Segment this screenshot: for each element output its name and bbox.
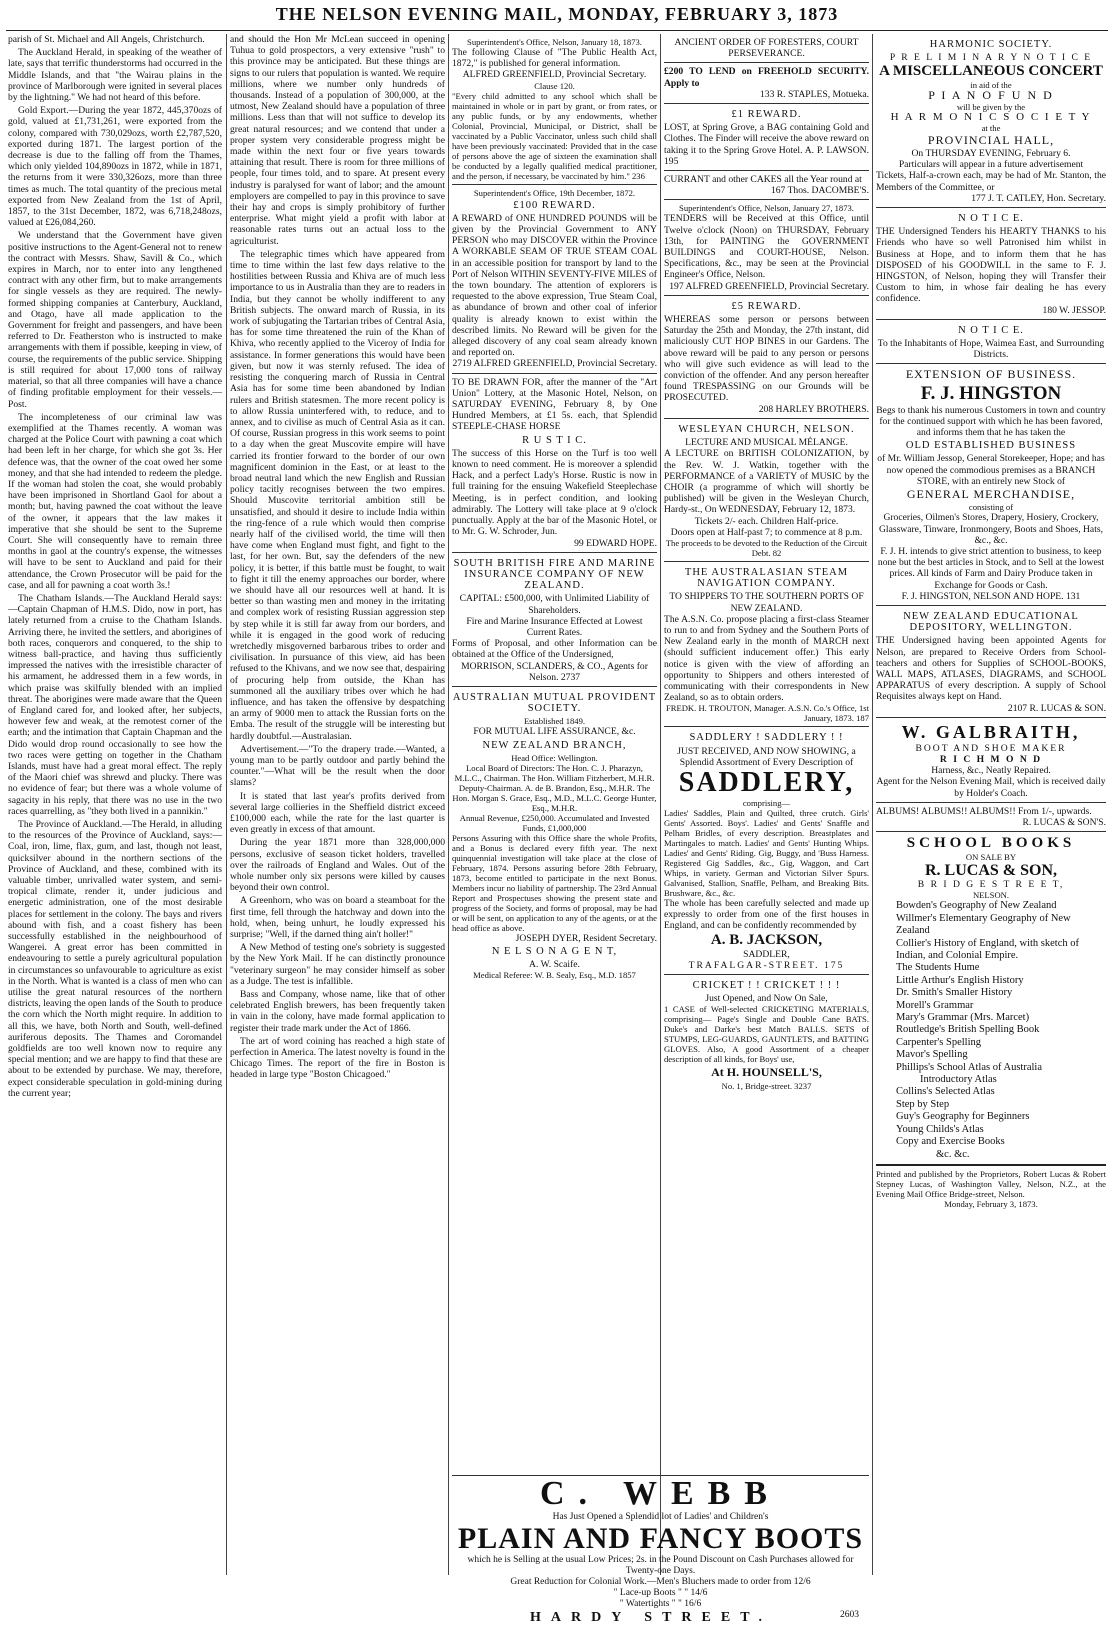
list-item: The Students Hume	[896, 962, 980, 974]
ad-foresters	[664, 34, 869, 62]
ad-display-name: A. B. JACKSON,	[710, 931, 823, 948]
ad-text: The success of this Horse on the Turf is too well known to need comment. He is moreover a splendid Hack, and a perfect Lady's Horse. Rustic is now in full training for the ensuing Wakefield Steeplechase Meeting, is in perfect condition, and looking admirably. The Lottery will take place at 9 o'clock punctually. Apply at the bar of the Masonic Hotel, or to Mr. G. W. Schroder, Jun.	[452, 447, 657, 538]
column-ads-3	[452, 34, 657, 1463]
ad-tenders	[664, 199, 869, 294]
ad-text: comprising—	[742, 797, 791, 808]
list-item: Morell's Grammar	[896, 999, 974, 1011]
ad-office: Superintendent's Office, Nelson, January 18, 1873.	[467, 37, 642, 47]
list-item: Mary's Grammar (Mrs. Marcet)	[896, 1012, 1030, 1024]
article-paragraph: A Greenhorn, who was on board a steamboat for the first time, fell through the hatchway and down into the hold, when, being unhurt, he loudly expressed his surprise; "Well, if the darned thing ain't holler!"	[230, 895, 445, 941]
ad-text: On THURSDAY EVENING, February 6.	[911, 148, 1071, 160]
column-divider	[448, 34, 449, 1575]
ad-text: Tickets, Half-a-crown each, may be had of Mr. Stanton, the Members of the Committee, or	[876, 170, 1106, 193]
ad-text: TO SHIPPERS TO THE SOUTHERN PORTS OF NEW ZEALAND.	[669, 591, 864, 614]
ad-heading: NEW ZEALAND EDUCATIONAL DEPOSITORY, WELLINGTON.	[903, 610, 1079, 634]
ad-text: The whole has been carefully selected and made up expressly to order from one of the first houses in England, and can be confidently recommended by	[664, 897, 869, 932]
ad-school-books	[876, 831, 1106, 1164]
book-list	[876, 900, 1106, 1161]
ad-heading: £1 REWARD.	[731, 109, 802, 121]
column-news-2	[230, 34, 445, 1575]
ad-text: TO BE DRAWN FOR, after the manner of the "Art Union" Lottery, at the Masonic Hotel, Nelson, on SATURDAY EVENING, February 8, by One Hundred Members, at £1 5s. each, that Splendid STEEPLE-CHASE HORSE	[452, 376, 657, 433]
column-news-1	[8, 34, 222, 1575]
article-paragraph: It is stated that last year's profits derived from several large collieries in the Sheffield district exceed £100,000 each, while the rate for the last quarter is even greatly in excess of that amount.	[230, 790, 445, 836]
list-item: Dr. Smith's Smaller History	[896, 987, 1013, 999]
ad-text: B R I D G E S T R E E T,	[917, 879, 1065, 891]
ad-text: Great Reduction for Colonial Work.—Men's Bluchers made to order from 12/6	[510, 1577, 811, 1587]
ad-text: consisting of	[968, 502, 1014, 513]
ad-signature: MORRISON, SCLANDERS, & CO., Agents for Nelson. 2737	[461, 660, 648, 683]
list-item: Routledge's British Spelling Book	[896, 1024, 1040, 1036]
column-divider	[872, 34, 873, 1575]
ad-text: Begs to thank his numerous Customers in town and country for the continued support with which he has been favored, and informs them that he has taken the	[876, 404, 1106, 439]
ad-text: F. J. H. intends to give strict attention to business, to keep none but the best articles in Stock, and to Sell at the lowest prices. All kinds of Farm and Dairy Produce taken in Exchange for Goods or Cash.	[877, 545, 1105, 591]
ad-text: The A.S.N. Co. propose placing a first-class Steamer to run to and from Sydney and the Southern Ports of New Zealand early in the month of MARCH next (should sufficient inducement offer.) This early notice is given with the view of affording an opportunity to Shippers and others interested of communicating with their correspondents in New Zealand, so as to obtain orders.	[664, 613, 869, 704]
ad-heading: EXTENSION OF BUSINESS.	[905, 367, 1077, 382]
ad-text: Doors open at Half-past 7; to commence at 8 p.m.	[670, 526, 863, 538]
article-paragraph: Bass and Company, whose name, like that of other celebrated English brewers, has been frequently taken in vain in the colony, have made formal application to register their trade mark under the Act of 1866.	[230, 989, 445, 1034]
ad-text: Groceries, Oilmen's Stores, Drapery, Hosiery, Crockery, Glassware, Tinware, Ironmongery, Boots and Shoes, Hats, &c., &c.	[878, 512, 1103, 546]
ad-display-title: SCHOOL BOOKS	[906, 835, 1076, 852]
ad-display-title: PLAIN AND FANCY BOOTS	[457, 1522, 864, 1555]
ad-notice-jessop	[876, 207, 1106, 319]
ad-text: Harness, &c., Neatly Repaired.	[931, 765, 1051, 777]
ad-signature: 133 R. STAPLES, Motueka.	[759, 88, 869, 100]
list-item: Mavor's Spelling	[896, 1049, 968, 1061]
list-item: Collier's History of England, with sketch of Indian, and Colonial Empire.	[896, 937, 1079, 961]
ad-signature: 197 ALFRED GREENFIELD, Provincial Secretary.	[669, 280, 869, 292]
ad-text: ON SALE BY	[965, 852, 1017, 863]
ad-heading: NEW ZEALAND BRANCH,	[482, 739, 627, 751]
ad-text: Established 1849.	[523, 716, 586, 727]
article-paragraph: Advertisement.—"To the drapery trade.—Wanted, a young man to be partly outdoor and partly behind the counter."—What will be the result when the door slams?	[230, 743, 445, 789]
ad-south-british-insurance	[452, 552, 657, 686]
ad-text: CAPITAL: £500,000, with Unlimited Liability of Shareholders.	[459, 593, 650, 616]
ad-number: 2603	[840, 1610, 859, 1620]
article-paragraph: The Auckland Herald, in speaking of the weather of late, says that terrific thunderstorms had occurred in the Middle Islands, and that "the Wairau plains in the province of Marlborough were ignited in several places by the lightning." We had not heard of this before.	[8, 47, 222, 104]
list-item: Little Arthur's English History	[896, 974, 1024, 986]
article-paragraph: The incompleteness of our criminal law was exemplified at the Thames recently. A woman was charged at the Police Court with pawning a coat which had been left in her charge, for which she got 3s. Her defence was, that the owner of the coat owed her some money, and that she had intended to redeem the pledge. If the woman had stolen the coat, she would probably have been imprisoned in Shortland Gaol for about a month; but, having pawned the coat without the leave of the owner, it appears that the law makes it imperative that she should be sent to the Supreme Court. She will consequently have to remain three months in gaol at the country's expense, the witnesses will have to be sent to Auckland and paid for their attendance, the Crown Prosecutor will be paid for the case, and all for pawning a coat worth 3s.!	[8, 411, 222, 591]
list-item: Phillips's School Atlas of Australia	[896, 1061, 1042, 1073]
ad-heading: OLD ESTABLISHED BUSINESS	[905, 440, 1077, 452]
ad-display-name: F. J. HINGSTON	[920, 382, 1062, 404]
ad-signature: 177 J. T. CATLEY, Hon. Secretary.	[971, 192, 1106, 204]
ad-harmonic-society	[876, 34, 1106, 207]
article-paragraph: and should the Hon Mr McLean succeed in opening Tuhua to gold prospectors, a very extensive "rush" to this province may be anticipated. But these things are signs to our rulers that population is wanted. We require millions, where we number only hundreds of thousands. Instead of a population of 300,000, at the utmost, New Zealand should have a population of three millions. Less than that will not suffice to develop its great natural resources; and we contend that under a proper system very considerable progress might be made within the next four or five years towards attaining that result. There is room for three millions of people, four times told, and to spare. At present every industry is paralysed for want of labor; and the amount employers are compelled to pay in this province to save their hay and crops is simply prohibitory of further enterprise. What might yield a profit with labor at reasonable rates turns out an actual loss to the agriculturist.	[230, 34, 445, 247]
ad-display-name: W. GALBRAITH,	[901, 721, 1081, 742]
article-paragraph: The telegraphic times which have appeared from time to time within the last few days relative to the hostilities between Russia and Khiva are of much less importance to us in Australia than they are to readers in India, but they cannot be wholly indifferent to any British subjects. The onward march of Russia, in its work of subjugating the Tartarian tribes of Central Asia, has for some time threatened the ruin of the Khan of Khiva, who recently applied to the Viceroy of India for assistance. In former generations this would have been given, but now it was sternly refused. The idea of resisting the conquering march of Russia in Central Asia has for some time been abandoned by Indian rulers and British statesmen. The more recent policy is to allow Russia uninterfered with, to reduce, and to annex, and to civilise as much of Central Asia as it can. Of course, Russian progress in this work seems to point to a day when the great Muscovite empire will have carried its frontier forward to the border of our own magnificent dominion in the East, or at least to the broad neutral land which the new English and Russian policy tacitly recognises between the two empires. Should Muscovite territorial ambition still be unsatisfied, and should it desire to include India within the ring-fence of a rule which would then comprise nearly half of the civilised world, the time will then have come when England must fight, and fight to the last, for her own. But, say the defenders of the new policy, it is better, if this battle must be fought, to wait to fight it till the enemy approaches our border, where we should have all our resources well at hand. It is better so than wasting men and money in the irritating and complex work of resisting Russian aggression step by step while it is still far away from our borders, and while it is engaged in the good work of reducing wretchedly misgoverned barbarous tribes to order and civilisation. In pursuance of this view, aid has been refused to the Khivans, and we now see that, despairing of procuring help from outside, the Khan has summoned all the auxiliary tribes over which he had influence, and has taken the offensive by despatching an army of 9000 men to attack the Russian forts on the Emba. The result of the struggle will be interesting but hardly doubtful.—Australasian.	[230, 248, 445, 742]
ad-display-name: R. LUCAS & SON,	[924, 862, 1057, 880]
ad-text: H A R M O N I C S O C I E T Y	[890, 110, 1092, 123]
ad-text: Just Opened, and Now On Sale,	[705, 993, 828, 1005]
article-paragraph: The Province of Auckland.—The Herald, in alluding to the resources of the Province of Auckland, says:—Coal, iron, lime, flax, gum, and last, though not least, quicksilver abound in the northern sections of the Province of Auckland, and these, combined with its valuable timber, unrivalled water system, and semi-tropical climate, render it, under judicious and energetic administration, one of the most desirable places for settlement in the colony. The bays and rivers abound with fish, and a coast fishery has been successfully established in the neighbourhood of Wangerei. A great error has been committed in endeavouring to settle a purely agricultural population in circumstances so unfavourable to agriculture as exist in the North. What is wanted is a class of men who can utilise the great natural resources of the northern districts, leaving the open lands of the South to produce the corn which the North might require. In addition to all this, we have, both North and South, well-defined auriferous deposits. The Thames and Coromandel goldfields are too well known now to require any special mention; and we are happy to find that these are about to be extended by purchase. We may, therefore, expect considerable speculation in gold-mining during the current year;	[8, 819, 222, 1099]
masthead: THE NELSON EVENING MAIL, MONDAY, FEBRUARY 3, 1873	[275, 4, 839, 24]
ad-text: FOR MUTUAL LIFE ASSURANCE, &c.	[473, 726, 636, 738]
ad-cricket	[664, 974, 869, 1094]
ad-heading: N E L S O N A G E N T,	[491, 945, 618, 957]
list-item: &c. &c.	[936, 1148, 970, 1160]
ad-text: TENDERS will be Received at this Office, until Twelve o'clock (Noon) on THURSDAY, February 13th, for PAINTING the GOVERNMENT BUILDINGS and COURT-HOUSE, Nelson. Specifications, &c., may be seen at the Provincial Engineer's Office, Nelson.	[664, 213, 869, 281]
ad-text: " Watertights " " 16/6	[619, 1599, 702, 1609]
imprint-text: Printed and published by the Proprietors, Robert Lucas & Robert Stepney Lucas, of Washington Valley, Nelson, N.Z., at the Evening Mail Office Bridge-street, Nelson.	[876, 1168, 1106, 1199]
ad-text: "Every child admitted to any school which shall be maintained in whole or in part by grant, or from rates, or any public funds, or by any endowments, whether Colonial, Provincial, Municipal, or District, shall be vaccinated by a Public Vaccinator, unless such child shall have been previously vaccinated: Provided that in the case of persons above the age of sixteen the examination shall be conducted by a legally qualified medical practitioner, and the person, if necessary, be vaccinated by him." 236	[452, 90, 657, 181]
ad-heading: CRICKET ! ! CRICKET ! ! !	[692, 979, 841, 991]
ad-signature: F. J. HINGSTON, NELSON AND HOPE. 131	[901, 590, 1081, 602]
column-divider	[660, 34, 661, 1575]
list-item: Carpenter's Spelling	[896, 1036, 981, 1048]
article-paragraph: parish of St. Michael and All Angels, Christchurch.	[8, 34, 205, 45]
ad-signature: 208 HARLEY BROTHERS.	[758, 403, 869, 415]
ad-text: Agent for the Nelson Evening Mail, which is received daily by Holder's Coach.	[876, 776, 1106, 799]
ad-text: Forms of Proposal, and other Information can be obtained at the Office of the Undersigned,	[452, 638, 657, 661]
ad-text: at the	[981, 122, 1001, 133]
list-item: Copy and Exercise Books	[896, 1136, 1005, 1148]
ad-text: P I A N O F U N D	[928, 88, 1054, 103]
ad-text: The following Clause of "The Public Health Act, 1872," is published for general information.	[452, 47, 657, 70]
article-paragraph: A New Method of testing one's sobriety is suggested by the New York Mail. If he can distinctly pronounce "veterinary surgeon" he may consider himself as sober as a Judge. The test is infallible.	[230, 942, 445, 987]
ad-webb-boots	[452, 1475, 869, 1625]
ad-wesleyan-lecture	[664, 418, 869, 561]
ad-signature: 180 W. JESSOP.	[1042, 304, 1106, 316]
list-item: Introductory Atlas	[920, 1074, 997, 1086]
top-rule	[6, 30, 1108, 31]
ad-amp-society	[452, 686, 657, 983]
ad-heading: £5 REWARD.	[731, 300, 802, 312]
ad-display-title: SADDLERY,	[678, 766, 855, 798]
ad-text: Local Board of Directors: The Hon. C. J. Pharazyn, M.L.C., Chairman. The Hon. William Fitzherbert, M.H.R. Deputy-Chairman. A. de B. Brandon, Esq., M.H.R. The Hon. Morgan S. Grace, Esq., M.D., M.L.C. George Hunter, Esq., M.H.R.	[452, 762, 657, 813]
ad-heading: THE AUSTRALASIAN STEAM NAVIGATION COMPANY.	[684, 566, 849, 590]
ad-text: WHEREAS some person or persons between Saturday the 25th and Monday, the 27th instant, did maliciously CUT HOP BINES in our Gardens. The above reward will be paid to any person or persons who will give such evidence as will lead to the conviction of the offender. And any person hereafter found TRESPASSING on our Grounds will be PROSECUTED.	[664, 314, 869, 404]
ad-text: CURRANT and other CAKES all the Year round at	[664, 174, 862, 186]
ad-galbraith	[876, 717, 1106, 802]
ad-text: SADDLER,	[743, 948, 790, 960]
ad-heading: GENERAL MERCHANDISE,	[906, 487, 1076, 502]
column-ads-5	[876, 34, 1106, 1575]
imprint	[876, 1164, 1106, 1212]
ad-horse-lottery	[452, 373, 657, 552]
ad-text: Has Just Opened a Splendid lot of Ladies' and Children's	[552, 1512, 769, 1522]
ad-text: A LECTURE on BRITISH COLONIZATION, by the Rev. W. J. Watkin, together with the PERFORMANCE of a VARIETY of MUSIC by the CHOIR (a programme of which will shortly be published) will be given in the Wesleyan Church, Hardy-st., On WEDNESDAY, February 12, 1873.	[664, 448, 869, 516]
ad-heading: HARMONIC SOCIETY.	[929, 39, 1053, 50]
ad-signature: 2107 R. LUCAS & SON.	[1007, 702, 1106, 714]
ad-text: Persons Assuring with this Office share the whole Profits, and a Bonus is declared every fifth year. The next quinquennial investigation will take place at the close of February, 1874. Persons assuring before 28th February, 1873, become entitled to participate in the next Bonus. Members incur no liability of partnership. The 23rd Annual Report and Prospectuses showing the present state and progress of the Society, and forms of proposal, may be had or will be sent, on application to any of the agents, or at the head office as above.	[452, 832, 657, 933]
ad-heading: AUSTRALIAN MUTUAL PROVIDENT SOCIETY.	[452, 691, 657, 715]
ad-notice-hope	[876, 319, 1106, 364]
ad-heading: R U S T I C.	[522, 434, 587, 446]
list-item: Step by Step	[896, 1098, 950, 1110]
ad-text: BOOT AND SHOE MAKER	[915, 742, 1067, 754]
ad-text: LOST, at Spring Grove, a BAG containing Gold and Clothes. The Finder will receive the above reward on taking it to the Spring Grove Hotel. A. P. LAWSON. 195	[664, 122, 869, 167]
ad-text: To the Inhabitants of Hope, Waimea East, and Surrounding Districts.	[877, 338, 1105, 361]
ad-text: of Mr. William Jessop, General Storekeeper, Hope; and has now opened the commodious premises as a BRANCH STORE, with an entirely new Stock of	[877, 453, 1105, 487]
ad-saddlery	[664, 726, 869, 974]
ad-heading: ANCIENT ORDER OF FORESTERS, COURT PERSEVERANCE.	[674, 37, 859, 60]
ad-text: A REWARD of ONE HUNDRED POUNDS will be given by the Provincial Government to ANY PERSON who may DISCOVER within the Province A WORKABLE SEAM OF TRUE STEAM COAL in an accessible position for transport by land to the Port of Nelson WITHIN SEVENTY-FIVE MILES of the town boundary. The attention of explorers is requested to the above expression, True Steam Coal, as abundance of brown and other coal of inferior quality is already known to exist within the described limits. No Reward will be given for the alleged discovery of any coal seam already known and reported on.	[452, 212, 657, 359]
ad-text: Tickets 2/- each. Children Half-price.	[694, 515, 839, 527]
list-item: Collins's Selected Atlas	[896, 1086, 995, 1098]
ad-heading: N O T I C E.	[958, 213, 1024, 225]
article-paragraph: During the year 1871 more than 328,000,000 persons, exclusive of season ticket holders, travelled over the railroads of England and Wales. Out of the whole number only six persons were killed by causes beyond their own control.	[230, 837, 445, 894]
ad-heading: PROVINCIAL HALL,	[927, 132, 1055, 147]
ad-text: Head Office: Wellington.	[511, 752, 598, 763]
ad-text: THE Undersigned Tenders his HEARTY THANKS to his Friends who have so well Patronised him whilst in Business at Hope, and to inform them that he has DISPOSED of his GOODWILL in the same to F. J. HINGSTON, of Nelson, hoping they will Transfer their Custom to him, in whose fair dealing he has every confidence.	[876, 226, 1106, 305]
ad-signature: 99 EDWARD HOPE.	[574, 537, 657, 549]
article-paragraph: Gold Export.—During the year 1872, 445,370ozs of gold, valued at £1,731,261, were exported from the colony, compared with 730,029ozs, worth £2,787,520, exported during 1871. The largest portion of the decrease is due to the falling off from the Thames, which only yielded 104,890ozs in 1872, while in 1871, the returns from it were 330,326ozs, more than three times as much. The total quantity of the precious metal exported from New Zealand from the 1st of April, 1857, to the 31st December, 1872, was 6,718,248ozs, valued at £26,084,260.	[8, 105, 222, 229]
column-ads-4	[664, 34, 869, 1463]
ad-public-health	[452, 34, 657, 184]
ad-text: LECTURE AND MUSICAL MÉLANGE.	[685, 437, 848, 449]
ad-text: TRAFALGAR-STREET. 175	[688, 959, 845, 971]
ad-text: NELSON.	[972, 890, 1010, 901]
ad-text: Ladies' Saddles, Plain and Quilted, three crutch. Girls' Gents' Assorted. Boys'. Ladies' and Gents' Snaffle and Pelham Bridles, of every description. Breastplates and Martingales to match. Ladies' and Gents' Hunting Whips. Ladies' and Gents' Riding. Gig, Buggy, and 'Buss Harness. Registered Gig Saddles, &c., Gig, Waggon, and Cart Whips, in variety. German and Victorian Silver Spurs. Galvanised, Stallion, Snaffle, Pelham, and Breaking Bits. Brushware, &c., &c.	[664, 807, 869, 898]
ad-text: R I C H M O N D	[939, 753, 1043, 765]
list-item: Young Childs's Atlas	[896, 1123, 984, 1135]
ad-text: Annual Revenue, £250,000. Accumulated and Invested Funds, £1,000,000	[459, 812, 650, 833]
ad-office: Superintendent's Office, Nelson, January 27, 1873.	[679, 203, 854, 214]
list-item: Willmer's Elementary Geography of New Zealand	[896, 912, 1071, 937]
ad-text: The proceeds to be devoted to the Reduction of the Circuit Debt. 82	[665, 537, 868, 558]
ad-signature: 167 Thos. DACOMBE'S.	[770, 185, 869, 197]
column-divider	[226, 34, 227, 1575]
article-paragraph: We understand that the Government have given positive instructions to the Agent-General not to renew the contract with Messrs. Shaw, Savill & Co., which expires in March, nor to enter into any lengthened contract with any other firm, but to make arrangements for single vessels as they are required. The newly-formed shipping companies at Canterbury, Auckland, and Otago, have all made application to the Government for freight and passengers, and have been referred to Dr. Featherston who is instructed to make arrangements with them if possible, keeping in view, of course, the requirements of the public service. Shipping is still required for about 17,000 tons of railway material, so that all three companies will have a chance of finding profitable employment for their vessels.—Post.	[8, 230, 222, 410]
ad-hop-reward	[664, 295, 869, 418]
ad-signature: JOSEPH DYER, Resident Secretary.	[515, 932, 657, 944]
article-paragraph: The art of word coining has reached a high state of perfection in America. The latest novelty is found in the Chicago Times. The report of the fire in Boston is headed in large type "Boston Chicagoed."	[230, 1035, 445, 1081]
ad-text: in aid of the	[970, 80, 1012, 91]
ad-text: which he is Selling at the usual Low Prices; 2s. in the Pound Discount on Cash Purchases allowed for Twenty-one Days.	[467, 1555, 854, 1576]
ad-text: will be given by the	[956, 101, 1026, 112]
ad-text: 1 CASE of Well-selected CRICKETING MATERIALS, comprising— Page's Single and Double Cane BATS. Duke's and Darke's best Match BALLS. SETS of STUMPS, LEG-GUARDS, GAUNTLETS, and BATTING GLOVES. Also, A good Assortment of a cheaper description of all kinds, for Boys' use,	[664, 1004, 869, 1065]
ad-heading: SADDLERY ! SADDLERY ! !	[689, 732, 844, 744]
ad-heading: £100 REWARD.	[513, 199, 596, 211]
ad-signature: 2719 ALFRED GREENFIELD, Provincial Secretary.	[452, 358, 657, 370]
ad-loan	[664, 62, 869, 103]
ad-educational-depository	[876, 605, 1106, 717]
list-item: Guy's Geography for Beginners	[896, 1111, 1030, 1123]
ad-text: " Lace-up Boots " " 14/6	[613, 1588, 708, 1598]
ad-albums	[876, 802, 1106, 831]
ad-heading: WESLEYAN CHURCH, NELSON.	[678, 423, 855, 435]
ad-signature: FREDK. H. TROUTON, Manager. A.S.N. Co.'s Office, 1st January, 1873. 187	[665, 703, 869, 724]
ad-display-name: At H. HOUNSELL'S,	[711, 1065, 822, 1080]
ad-text: ALBUMS! ALBUMS!! ALBUMS!! From 1/-, upwards.	[876, 805, 1092, 817]
ad-text: THE Undersigned having been appointed Agents for Nelson, are prepared to Receive Orders from School-teachers and others for Supplies of SCHOOL-BOOKS, WALL MAPS, ATLASES, DIAGRAMS, and SCHOOL APPARATUS of every description. A supply of School Requisites always kept on Hand.	[876, 635, 1106, 703]
ad-signature: R. LUCAS & SON'S.	[1022, 816, 1106, 828]
ad-lost-bag	[664, 103, 869, 170]
list-item: Bowden's Geography of New Zealand	[896, 900, 1057, 912]
imprint-date: Monday, February 3, 1873.	[944, 1198, 1038, 1209]
ad-hingston	[876, 363, 1106, 604]
article-paragraph: The Chatham Islands.—The Auckland Herald says:—Captain Chapman of H.M.S. Dido, now in port, has lately returned from a cruise to the Chatham Islands. Arriving there, he invited the settlers, and aborigines of both races, conquerors and conquered, to the ship to witness ball-practice, and having thus sufficiently impressed the natives with the irresistible character of his armament, he addressed them in a few words, in which praise was skilfully blended with an implied threat. The aborigines were made aware that the Queen of England cared for, and looked after, her subjects, however few and weak, at the remotest corner of the earth; and the intimation that Captain Chapman and the Dido would drop round occasionally to see how the two races were getting on together in the Chatham Islands, must have had a great moral effect. The reply of the Maori chief was shrewd and plucky. There was no evidence of fear; but there was a whole volume of sagacity in his reply, that there was no use in the two races quarrelling, as "they both lived in a pannikin."	[8, 592, 222, 817]
ad-clause: Clause 120.	[534, 80, 575, 91]
ad-footer	[452, 1610, 869, 1626]
ad-text: Fire and Marine Insurance Effected at Lowest Current Rates.	[466, 615, 643, 638]
ad-text: £200 TO LEND on FREEHOLD SECURITY. Apply to	[664, 66, 869, 89]
ad-heading: SOUTH BRITISH FIRE AND MARINE INSURANCE COMPANY OF NEW ZEALAND.	[453, 557, 656, 592]
ad-text: P R E L I M I N A R Y N O T I C E	[889, 52, 1093, 64]
ad-text: A. W. Scaife.	[529, 959, 580, 971]
ad-text: No. 1, Bridge-street. 3237	[721, 1081, 812, 1092]
ad-office: Superintendent's Office, 19th December, 1872.	[473, 187, 636, 198]
ad-heading: N O T I C E.	[958, 324, 1024, 336]
ad-display-title: A MISCELLANEOUS CONCERT	[879, 63, 1103, 80]
ad-text: Medical Referee: W. B. Sealy, Esq., M.D. 1857	[473, 970, 636, 981]
ad-street: HARDY STREET.	[529, 1610, 773, 1625]
ad-coal-reward	[452, 184, 657, 373]
ad-text: Particulars will appear in a future advertisement	[898, 159, 1084, 171]
ad-text: JUST RECEIVED, AND NOW SHOWING, a Splendid Assortment of Every Description of	[677, 745, 856, 768]
ad-steam-navigation	[664, 561, 869, 726]
ad-currant-cakes	[664, 170, 869, 199]
ad-display-name: C. WEBB	[540, 1475, 781, 1512]
ad-signature: ALFRED GREENFIELD, Provincial Secretary.	[462, 69, 647, 81]
